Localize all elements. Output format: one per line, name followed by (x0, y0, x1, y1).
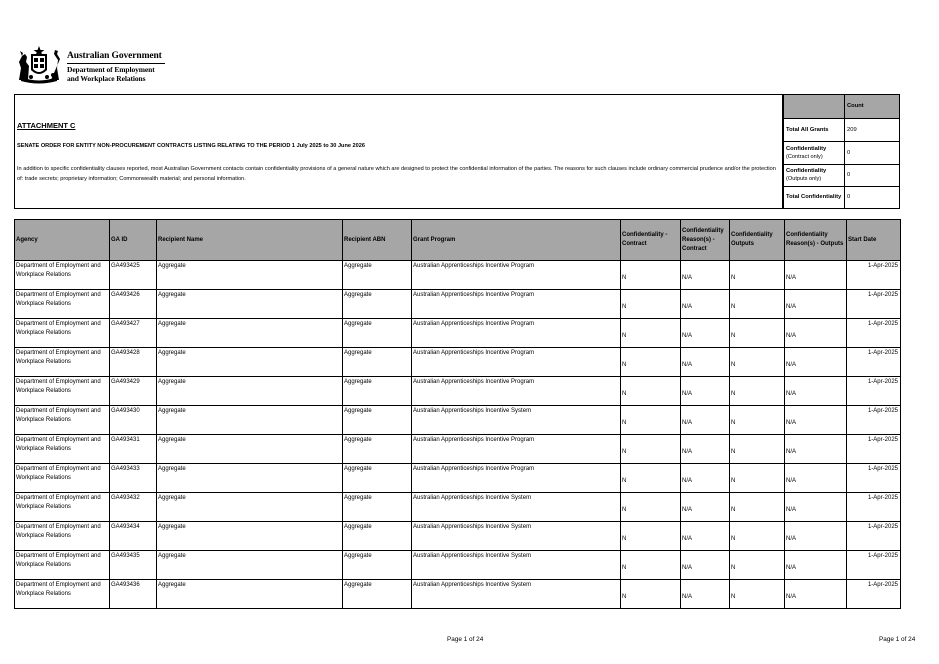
ga-id-cell: GA493429 (110, 377, 157, 406)
ga-id-cell: GA493435 (110, 551, 157, 580)
recipient-name-cell: Aggregate (157, 319, 343, 348)
ga-id-cell: GA493426 (110, 290, 157, 319)
column-header: Recipient ABN (343, 220, 412, 261)
confidentiality-contract-cell: N (621, 377, 681, 406)
table-row (15, 580, 901, 609)
count-value: 0 (845, 164, 900, 186)
page-number-right: Page 1 of 24 (879, 636, 916, 643)
column-header: Start Date (847, 220, 901, 261)
start-date-cell: 1-Apr-2025 (847, 522, 901, 551)
logo-department-line1: Department of Employment (67, 65, 155, 74)
header-description (15, 95, 783, 208)
grant-program-cell: Australian Apprenticeships Incentive Program (412, 377, 621, 406)
recipient-name-cell: Aggregate (157, 348, 343, 377)
grant-program-cell: Australian Apprenticeships Incentive Program (412, 319, 621, 348)
confidentiality-outputs-cell: N (730, 406, 785, 435)
confidentiality-outputs-cell: N (730, 377, 785, 406)
recipient-abn-cell: Aggregate (343, 290, 412, 319)
confidentiality-outputs-cell: N (730, 522, 785, 551)
confidentiality-reason-contract-cell: N/A (681, 290, 730, 319)
confidentiality-outputs-cell: N (730, 580, 785, 609)
confidentiality-reason-outputs-cell: N/A (785, 551, 847, 580)
start-date-cell: 1-Apr-2025 (847, 406, 901, 435)
recipient-abn-cell: Aggregate (343, 580, 412, 609)
recipient-abn-cell: Aggregate (343, 435, 412, 464)
count-header: Count (845, 95, 900, 118)
table-row (15, 464, 901, 493)
recipient-abn-cell: Aggregate (343, 464, 412, 493)
table-row (15, 290, 901, 319)
start-date-cell: 1-Apr-2025 (847, 493, 901, 522)
confidentiality-reason-contract-cell: N/A (681, 580, 730, 609)
start-date-cell: 1-Apr-2025 (847, 348, 901, 377)
agency-cell: Department of Employment and Workplace Relations (15, 348, 110, 377)
confidentiality-reason-outputs-cell: N/A (785, 435, 847, 464)
coat-of-arms-icon (16, 44, 62, 84)
column-header: Recipient Name (157, 220, 343, 261)
start-date-cell: 1-Apr-2025 (847, 551, 901, 580)
recipient-abn-cell: Aggregate (343, 493, 412, 522)
count-summary-table (783, 95, 899, 209)
confidentiality-reason-contract-cell: N/A (681, 319, 730, 348)
confidentiality-outputs-cell: N (730, 261, 785, 290)
grant-program-cell: Australian Apprenticeships Incentive Program (412, 290, 621, 319)
grant-program-cell: Australian Apprenticeships Incentive Program (412, 435, 621, 464)
confidentiality-outputs-cell: N (730, 493, 785, 522)
count-label: Confidentiality (Outputs only) (784, 164, 845, 186)
recipient-abn-cell: Aggregate (343, 522, 412, 551)
confidentiality-reason-contract-cell: N/A (681, 493, 730, 522)
logo-text (67, 50, 165, 83)
confidentiality-contract-cell: N (621, 464, 681, 493)
confidentiality-contract-cell: N (621, 290, 681, 319)
confidentiality-outputs-cell: N (730, 319, 785, 348)
grant-program-cell: Australian Apprenticeships Incentive Program (412, 348, 621, 377)
confidentiality-contract-cell: N (621, 551, 681, 580)
confidentiality-contract-cell: N (621, 348, 681, 377)
confidentiality-reason-contract-cell: N/A (681, 261, 730, 290)
agency-cell: Department of Employment and Workplace Relations (15, 319, 110, 348)
ga-id-cell: GA493431 (110, 435, 157, 464)
attachment-title: ATTACHMENT C (17, 121, 76, 130)
confidentiality-contract-cell: N (621, 261, 681, 290)
count-row (784, 118, 900, 141)
ga-id-cell: GA493432 (110, 493, 157, 522)
column-header: Confidentiality Reason(s) - Contract (681, 220, 730, 261)
table-row (15, 261, 901, 290)
table-row (15, 493, 901, 522)
page-number-center: Page 1 of 24 (447, 636, 484, 643)
recipient-abn-cell: Aggregate (343, 406, 412, 435)
start-date-cell: 1-Apr-2025 (847, 464, 901, 493)
count-row (784, 141, 900, 164)
confidentiality-contract-cell: N (621, 580, 681, 609)
recipient-name-cell: Aggregate (157, 580, 343, 609)
ga-id-cell: GA493436 (110, 580, 157, 609)
confidentiality-reason-outputs-cell: N/A (785, 580, 847, 609)
recipient-abn-cell: Aggregate (343, 377, 412, 406)
ga-id-cell: GA493433 (110, 464, 157, 493)
logo-government: Australian Government (67, 51, 162, 61)
agency-cell: Department of Employment and Workplace Relations (15, 580, 110, 609)
column-header: Confidentiality - Contract (621, 220, 681, 261)
recipient-name-cell: Aggregate (157, 551, 343, 580)
count-value: 209 (845, 118, 900, 141)
agency-cell: Department of Employment and Workplace Relations (15, 551, 110, 580)
grant-program-cell: Australian Apprenticeships Incentive Program (412, 261, 621, 290)
confidentiality-reason-outputs-cell: N/A (785, 464, 847, 493)
table-row (15, 551, 901, 580)
table-row (15, 348, 901, 377)
recipient-abn-cell: Aggregate (343, 261, 412, 290)
table-row (15, 319, 901, 348)
ga-id-cell: GA493428 (110, 348, 157, 377)
recipient-name-cell: Aggregate (157, 493, 343, 522)
government-logo (14, 44, 174, 88)
table-body (15, 261, 901, 609)
confidentiality-reason-outputs-cell: N/A (785, 406, 847, 435)
confidentiality-reason-contract-cell: N/A (681, 522, 730, 551)
grant-program-cell: Australian Apprenticeships Incentive System (412, 493, 621, 522)
column-header: GA ID (110, 220, 157, 261)
agency-cell: Department of Employment and Workplace Relations (15, 290, 110, 319)
agency-cell: Department of Employment and Workplace Relations (15, 261, 110, 290)
count-row (784, 164, 900, 186)
start-date-cell: 1-Apr-2025 (847, 319, 901, 348)
table-header-row (15, 220, 901, 261)
ga-id-cell: GA493425 (110, 261, 157, 290)
count-label: Total Confidentiality (784, 186, 845, 208)
start-date-cell: 1-Apr-2025 (847, 261, 901, 290)
recipient-name-cell: Aggregate (157, 464, 343, 493)
start-date-cell: 1-Apr-2025 (847, 580, 901, 609)
confidentiality-reason-outputs-cell: N/A (785, 290, 847, 319)
recipient-name-cell: Aggregate (157, 377, 343, 406)
agency-cell: Department of Employment and Workplace Relations (15, 377, 110, 406)
confidentiality-reason-outputs-cell: N/A (785, 522, 847, 551)
recipient-abn-cell: Aggregate (343, 348, 412, 377)
ga-id-cell: GA493430 (110, 406, 157, 435)
confidentiality-contract-cell: N (621, 406, 681, 435)
recipient-name-cell: Aggregate (157, 522, 343, 551)
confidentiality-reason-contract-cell: N/A (681, 551, 730, 580)
confidentiality-outputs-cell: N (730, 464, 785, 493)
senate-order-title: SENATE ORDER FOR ENTITY NON-PROCUREMENT CONTRACTS LISTING RELATING TO THE PERIOD 1 July 2025 to 30 June 2026 (17, 143, 366, 149)
confidentiality-outputs-cell: N (730, 435, 785, 464)
confidentiality-contract-cell: N (621, 493, 681, 522)
count-row (784, 186, 900, 208)
logo-rule (67, 63, 165, 64)
count-label: Confidentiality (Contract only) (784, 141, 845, 164)
count-header-blank (784, 95, 845, 118)
agency-cell: Department of Employment and Workplace Relations (15, 522, 110, 551)
confidentiality-reason-contract-cell: N/A (681, 435, 730, 464)
table-row (15, 406, 901, 435)
ga-id-cell: GA493427 (110, 319, 157, 348)
confidentiality-reason-outputs-cell: N/A (785, 493, 847, 522)
recipient-abn-cell: Aggregate (343, 319, 412, 348)
confidentiality-outputs-cell: N (730, 290, 785, 319)
confidentiality-reason-contract-cell: N/A (681, 377, 730, 406)
table-row (15, 522, 901, 551)
recipient-abn-cell: Aggregate (343, 551, 412, 580)
table-row (15, 377, 901, 406)
confidentiality-reason-outputs-cell: N/A (785, 319, 847, 348)
confidentiality-reason-contract-cell: N/A (681, 348, 730, 377)
agency-cell: Department of Employment and Workplace Relations (15, 435, 110, 464)
grant-program-cell: Australian Apprenticeships Incentive System (412, 522, 621, 551)
ga-id-cell: GA493434 (110, 522, 157, 551)
intro-paragraph: In addition to specific confidentiality clauses reported, most Australian Government contacts contain confidentiality provisions of a general nature which are designed to protect the confidential information of the parties. The reasons for such clauses include ordinary commercial prudence and/or the protection of: trade secrets; proprietary information; Commonwealth material; and personal information. (17, 166, 776, 182)
confidentiality-reason-contract-cell: N/A (681, 464, 730, 493)
grant-program-cell: Australian Apprenticeships Incentive System (412, 406, 621, 435)
column-header: Confidentiality Reason(s) - Outputs (785, 220, 847, 261)
recipient-name-cell: Aggregate (157, 261, 343, 290)
grant-program-cell: Australian Apprenticeships Incentive Program (412, 464, 621, 493)
confidentiality-contract-cell: N (621, 522, 681, 551)
recipient-name-cell: Aggregate (157, 435, 343, 464)
header-box (14, 94, 900, 209)
confidentiality-reason-contract-cell: N/A (681, 406, 730, 435)
start-date-cell: 1-Apr-2025 (847, 290, 901, 319)
agency-cell: Department of Employment and Workplace Relations (15, 406, 110, 435)
start-date-cell: 1-Apr-2025 (847, 435, 901, 464)
count-header-row (784, 95, 900, 118)
grant-program-cell: Australian Apprenticeships Incentive System (412, 580, 621, 609)
column-header: Confidentiality Outputs (730, 220, 785, 261)
table-row (15, 435, 901, 464)
confidentiality-outputs-cell: N (730, 348, 785, 377)
confidentiality-contract-cell: N (621, 319, 681, 348)
confidentiality-outputs-cell: N (730, 551, 785, 580)
grants-table (14, 219, 901, 609)
column-header: Grant Program (412, 220, 621, 261)
column-header: Agency (15, 220, 110, 261)
agency-cell: Department of Employment and Workplace Relations (15, 464, 110, 493)
confidentiality-contract-cell: N (621, 435, 681, 464)
logo-department-line2: and Workplace Relations (67, 73, 146, 83)
grant-program-cell: Australian Apprenticeships Incentive System (412, 551, 621, 580)
recipient-name-cell: Aggregate (157, 290, 343, 319)
confidentiality-reason-outputs-cell: N/A (785, 377, 847, 406)
start-date-cell: 1-Apr-2025 (847, 377, 901, 406)
count-value: 0 (845, 186, 900, 208)
agency-cell: Department of Employment and Workplace Relations (15, 493, 110, 522)
count-value: 0 (845, 141, 900, 164)
recipient-name-cell: Aggregate (157, 406, 343, 435)
count-label: Total All Grants (784, 118, 845, 141)
confidentiality-reason-outputs-cell: N/A (785, 261, 847, 290)
confidentiality-reason-outputs-cell: N/A (785, 348, 847, 377)
